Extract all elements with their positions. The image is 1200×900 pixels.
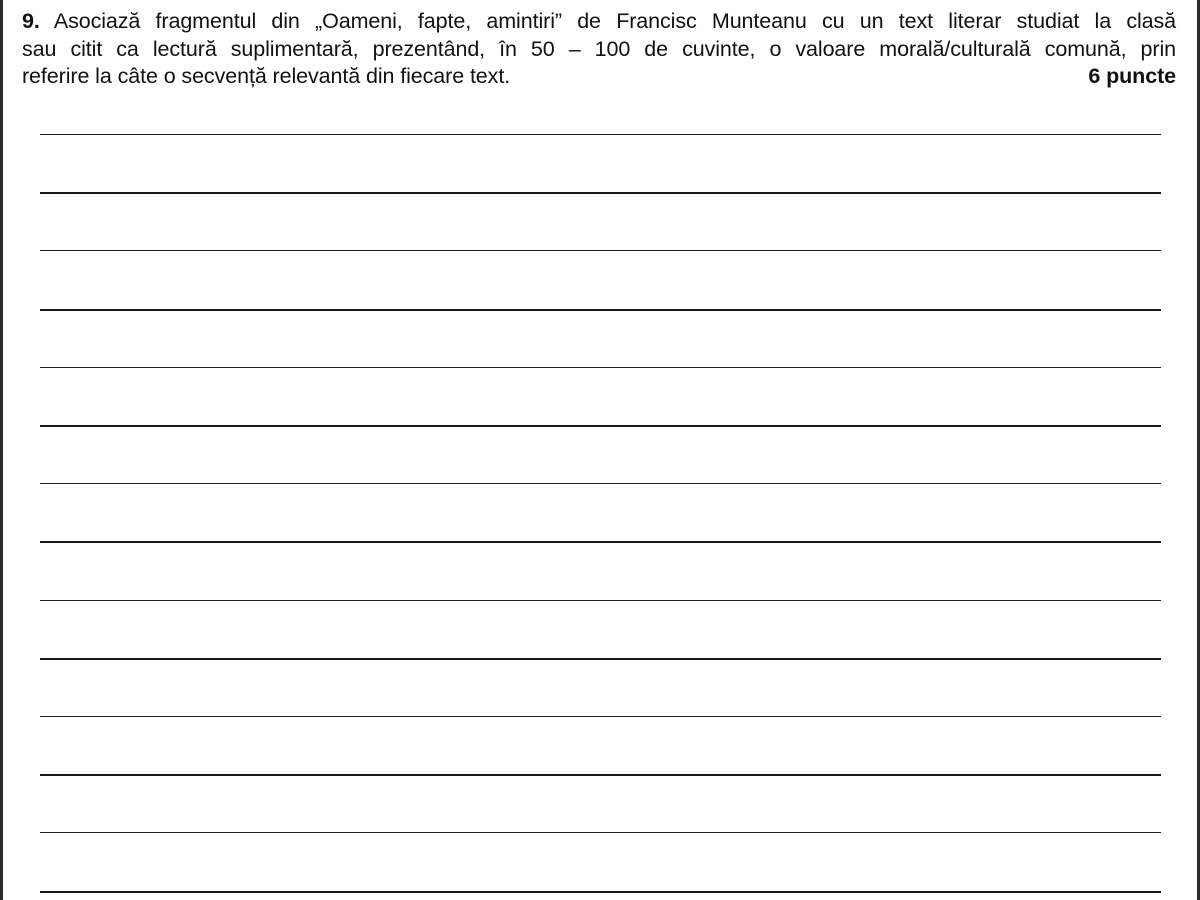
answer-line[interactable] <box>40 658 1161 660</box>
page-border-left <box>0 0 3 900</box>
question-text-line-1: Asociază fragmentul din „Oameni, fapte, amintiri” de Francisc Munteanu cu un text literar studiat la clasă <box>53 9 1177 33</box>
answer-line[interactable] <box>40 891 1161 893</box>
answer-line[interactable] <box>40 483 1161 484</box>
answer-line[interactable] <box>40 309 1161 311</box>
answer-line[interactable] <box>40 192 1161 194</box>
answer-line[interactable] <box>40 716 1161 717</box>
answer-line[interactable] <box>40 367 1161 368</box>
question-number: 9. <box>22 9 40 33</box>
answer-line[interactable] <box>40 541 1161 543</box>
answer-line[interactable] <box>40 774 1161 776</box>
answer-lines-area[interactable] <box>40 0 1161 900</box>
question-text-line-2: sau citit ca lectură suplimentară, prezentând, în 50 – 100 de cuvinte, o valoare morală/culturală comună, prin <box>22 36 1176 61</box>
points-label: 6 puncte <box>1088 64 1176 88</box>
answer-line[interactable] <box>40 250 1161 251</box>
question-text-line-3: referire la câte o secvență relevantă din fiecare text. <box>22 64 511 88</box>
answer-line[interactable] <box>40 600 1161 601</box>
answer-line[interactable] <box>40 134 1161 135</box>
answer-line[interactable] <box>40 425 1161 427</box>
answer-line[interactable] <box>40 832 1161 833</box>
